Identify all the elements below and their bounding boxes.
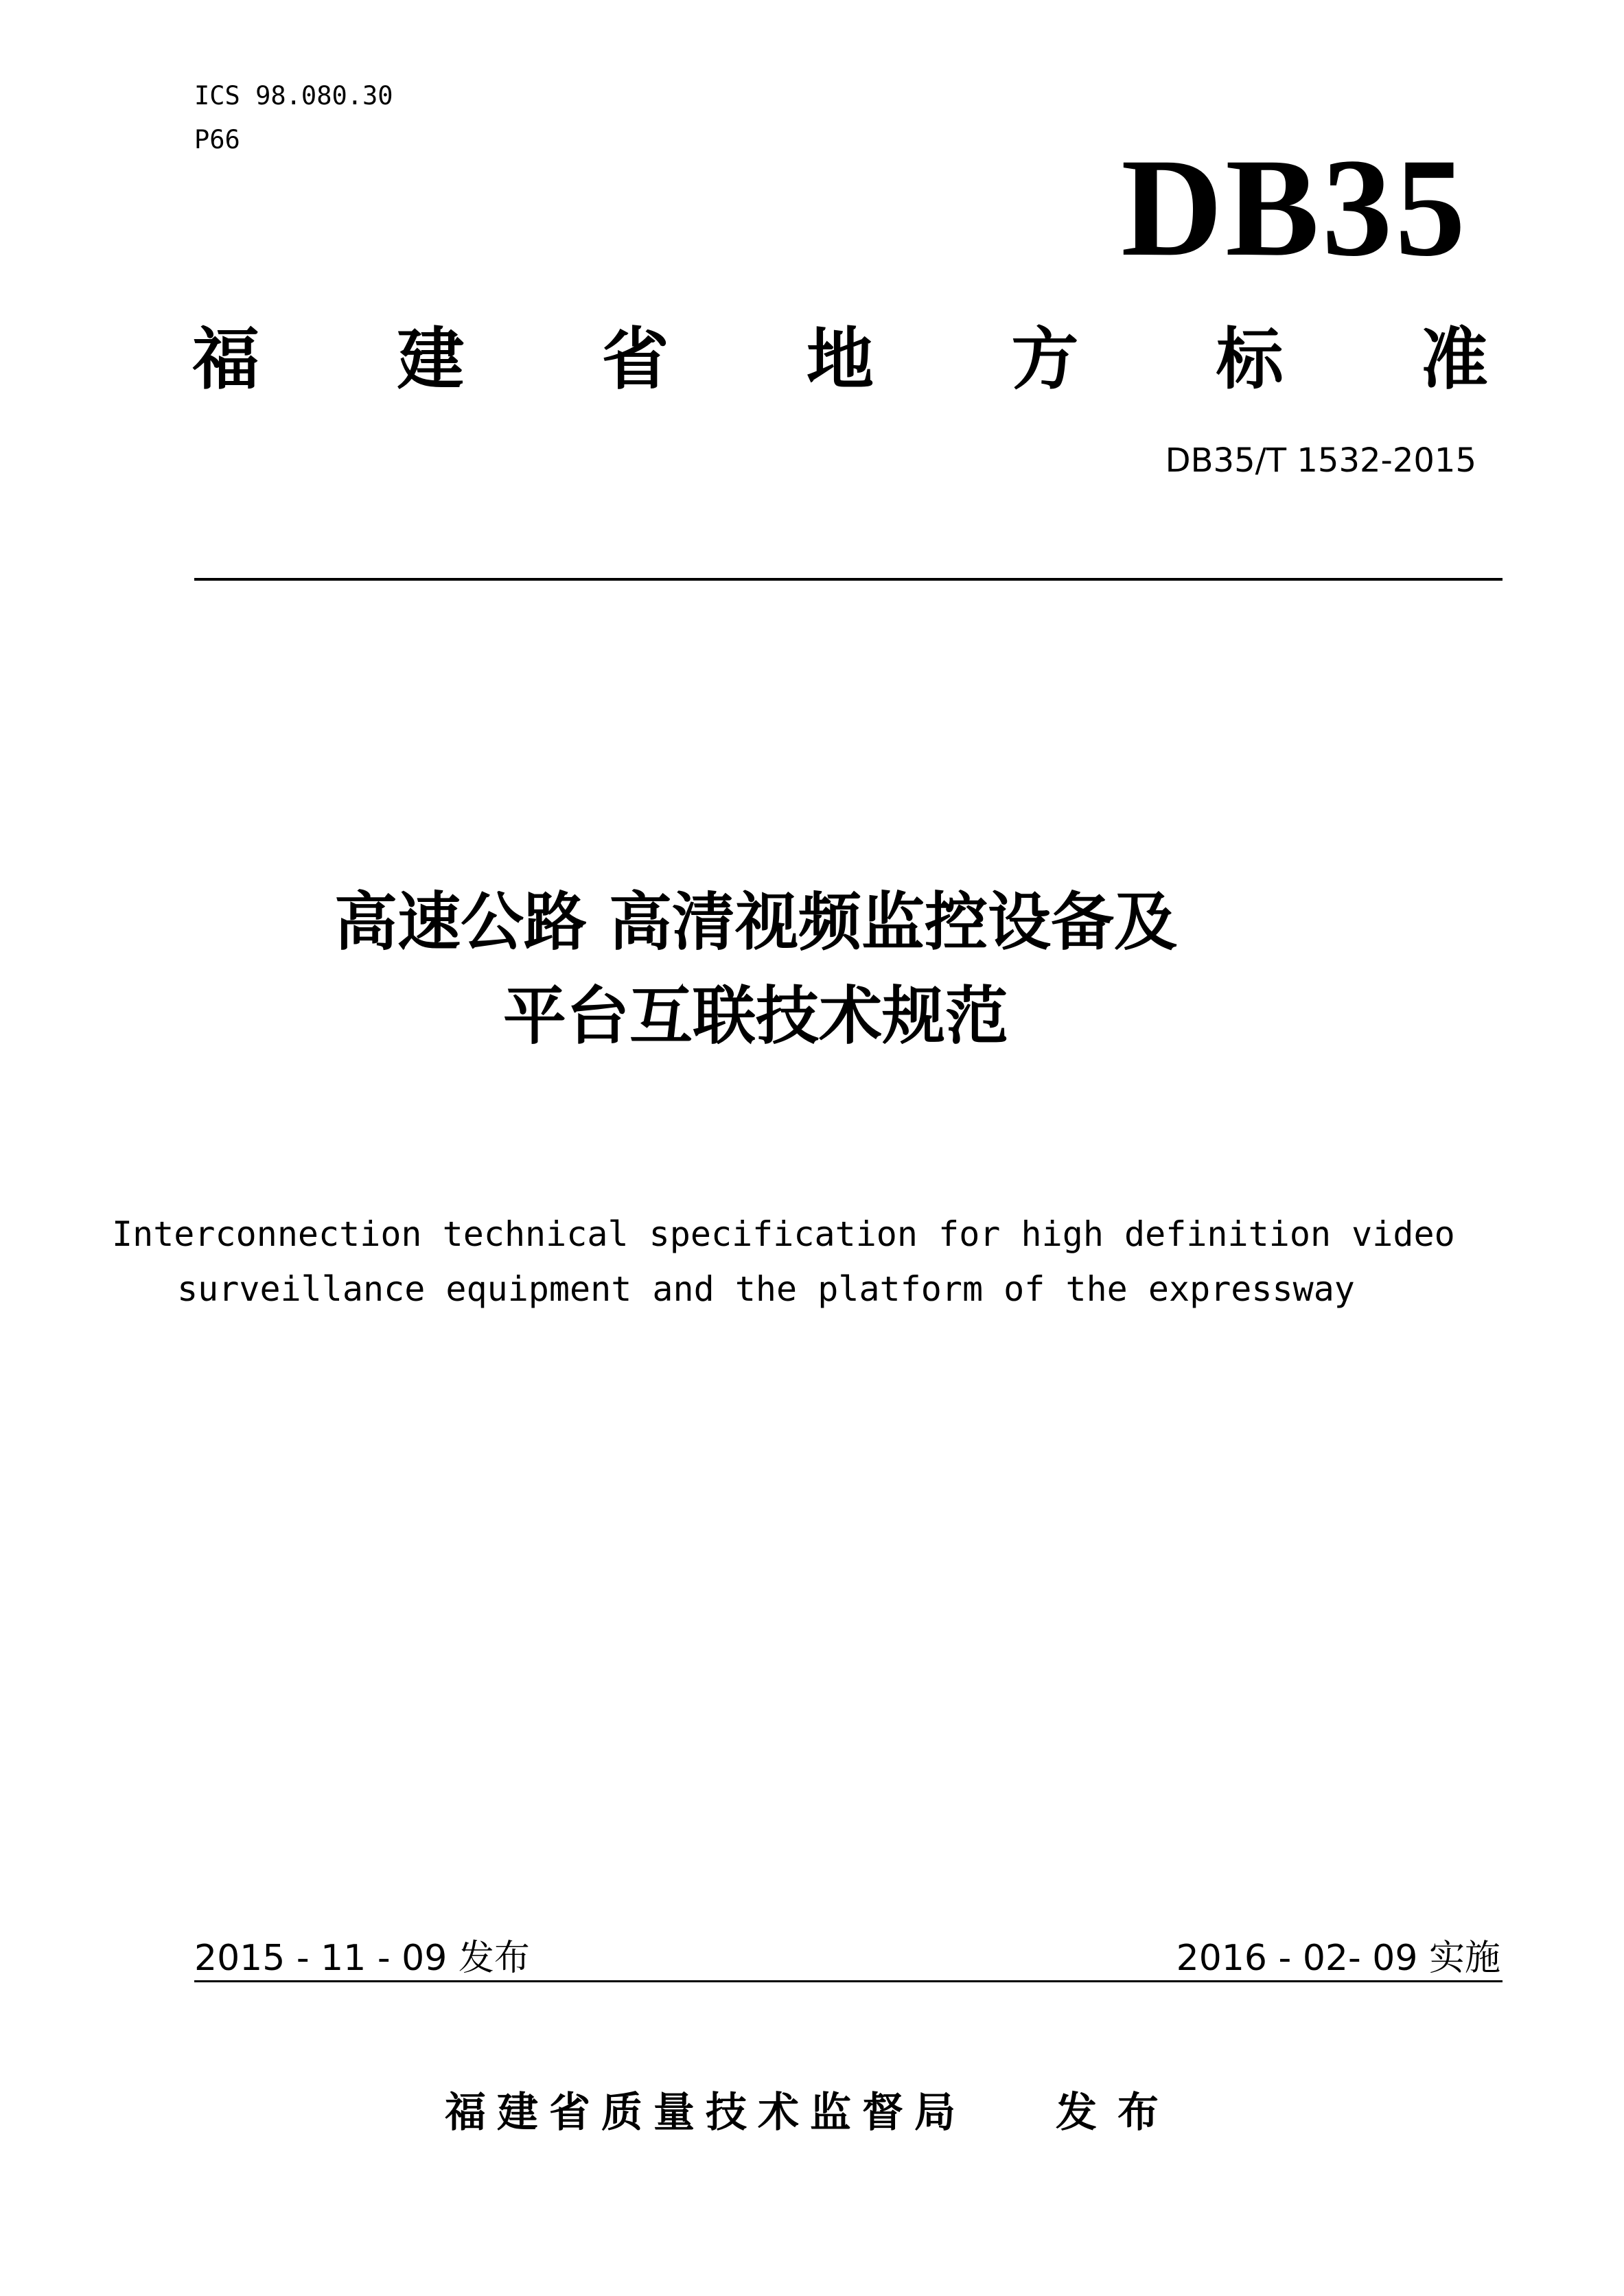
issue-date: 2015 - 11 - 09 发布 [194,1938,530,1979]
issuing-authority: 福建省质量技术监督局 [445,2089,966,2137]
db35-logo: DB35 [1121,130,1468,286]
english-title-line-2: surveillance equipment and the platform of the expressway [177,1269,1355,1309]
chinese-title-line-2: 平台互联技术规范 [502,979,1008,1053]
bottom-divider [194,1980,1503,1982]
ics-code: ICS 98.080.30 [194,81,393,111]
implementation-date: 2016 - 02- 09 实施 [1176,1938,1500,1979]
standard-type-title [192,312,1488,399]
standard-number: DB35/T 1532-2015 [1165,441,1476,480]
standard-type-char: 福 [192,320,260,399]
standard-type-char: 方 [1011,320,1079,399]
chinese-title [102,875,1410,1063]
standard-type-char: 省 [601,320,669,399]
issuer-row [0,2080,1624,2139]
ccs-code: P66 [194,125,240,154]
chinese-title-line-1: 高速公路 高清视频监控设备及 [334,885,1178,959]
standard-type-char: 地 [806,320,874,399]
standard-type-char: 准 [1420,320,1488,399]
english-title-line-1: Interconnection technical specification for high definition video [112,1214,1455,1254]
english-title [112,1207,1455,1317]
top-divider [194,578,1503,581]
standard-type-char: 标 [1216,320,1284,399]
standard-type-char: 建 [397,320,465,399]
issue-label: 发布 [1056,2089,1179,2137]
